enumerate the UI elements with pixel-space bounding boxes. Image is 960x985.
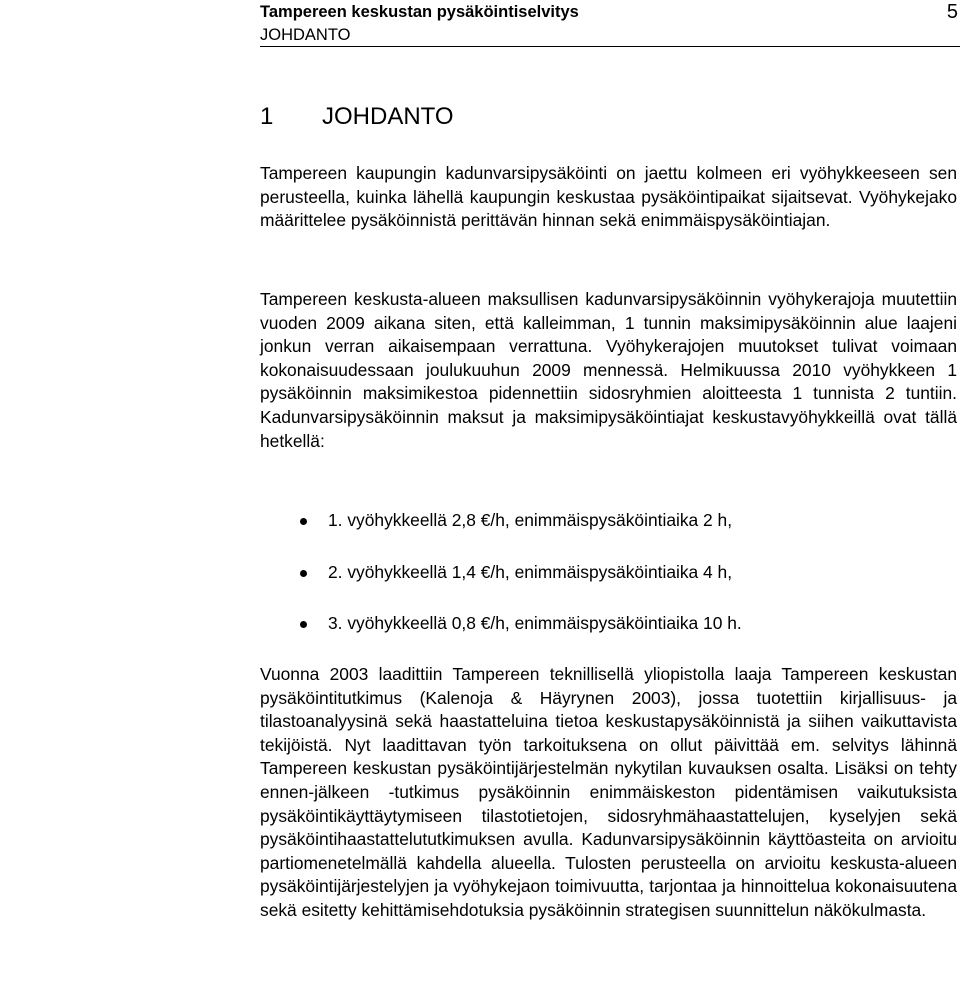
zone-price-list: [260, 509, 957, 664]
page-header: [260, 0, 960, 47]
page-number: 5: [946, 1, 958, 23]
paragraph: Tampereen keskusta-alueen maksullisen kadunvarsipysäköinnin vyöhykerajoja muutettiin vuoden 2009 aikana siten, että kalleimman, 1 tunnin maksimipysäköinnin alue laajeni jonkun verran aikaisempaan verrattuna. Vyöhykerajojen muutokset tulivat voimaan kokonaisuudessaan joulukuuhun 2009 mennessä. Helmikuussa 2010 vyöhykkeen 1 pysäköinnin maksimikestoa pidennettiin sidosryhmien aloitteesta 1 tunnista 2 tuntiin. Kadunvarsipysäköinnin maksut ja maksimipysäköintiajat keskustavyöhykkeillä ovat tällä hetkellä:: [260, 289, 957, 451]
list-item-text: 2. vyöhykkeellä 1,4 €/h, enimmäispysäköintiaika 4 h,: [328, 561, 733, 582]
list-item: [260, 561, 957, 585]
chapter-number: 1: [260, 103, 274, 130]
paragraph: Tampereen kaupungin kadunvarsipysäköinti on jaettu kolmeen eri vyöhykkeeseen sen perusteella, kuinka lähellä kaupungin keskustaa pysäköintipaikat sijaitsevat. Vyöhykejako määrittelee pysäköinnistä perittävän hinnan sekä enimmäispysäköintiajan.: [260, 163, 957, 231]
list-item-text: 1. vyöhykkeellä 2,8 €/h, enimmäispysäköintiaika 2 h,: [328, 510, 733, 530]
list-item: [260, 612, 957, 636]
section-label: JOHDANTO: [260, 26, 351, 44]
chapter-title: JOHDANTO: [322, 103, 454, 130]
list-item: [260, 509, 957, 533]
paragraph: Vuonna 2003 laadittiin Tampereen teknillisellä yliopistolla laaja Tampereen keskustan pysäköintitutkimus (Kalenoja & Häyrynen 2003), jossa tuotettiin kirjallisuus- ja tilastoanalyysinä sekä haastatteluina tietoa keskustapysäköinnistä ja siihen vaikuttavista tekijöistä. Nyt laadittavan työn tarkoituksena on ollut päivittää em. selvitys lähinnä Tampereen keskustan pysäköintijärjestelmän nykytilan kuvauksen osalta. Lisäksi on tehty ennen-jälkeen -tutkimus pysäköinnin enimmäiskeston pidentämisen vaikutuksista pysäköintikäyttäytymiseen tilastotietojen, sidosryhmähaastattelujen, kyselyjen sekä pysäköintihaastattelututkimuksen avulla. Kadunvarsipysäköinnin käyttöasteita on arvioitu partiomenetelmällä kahdella alueella. Tulosten perusteella on arvioitu keskusta-alueen pysäköintijärjestelyjen ja vyöhykejaon toimivuutta, tarjontaa ja hinnoittelua kokonaisuutena sekä esitetty kehittämisehdotuksia pysäköinnin strategisen suunnittelun näkökulmasta.: [260, 664, 957, 920]
list-item-text: 3. vyöhykkeellä 0,8 €/h, enimmäispysäköintiaika 10 h.: [328, 613, 742, 634]
bullet-icon: [300, 621, 307, 628]
chapter-heading: [260, 102, 454, 132]
bullet-icon: [300, 570, 307, 577]
bullet-icon: [300, 518, 307, 525]
document-title: Tampereen keskustan pysäköintiselvitys: [260, 3, 579, 21]
